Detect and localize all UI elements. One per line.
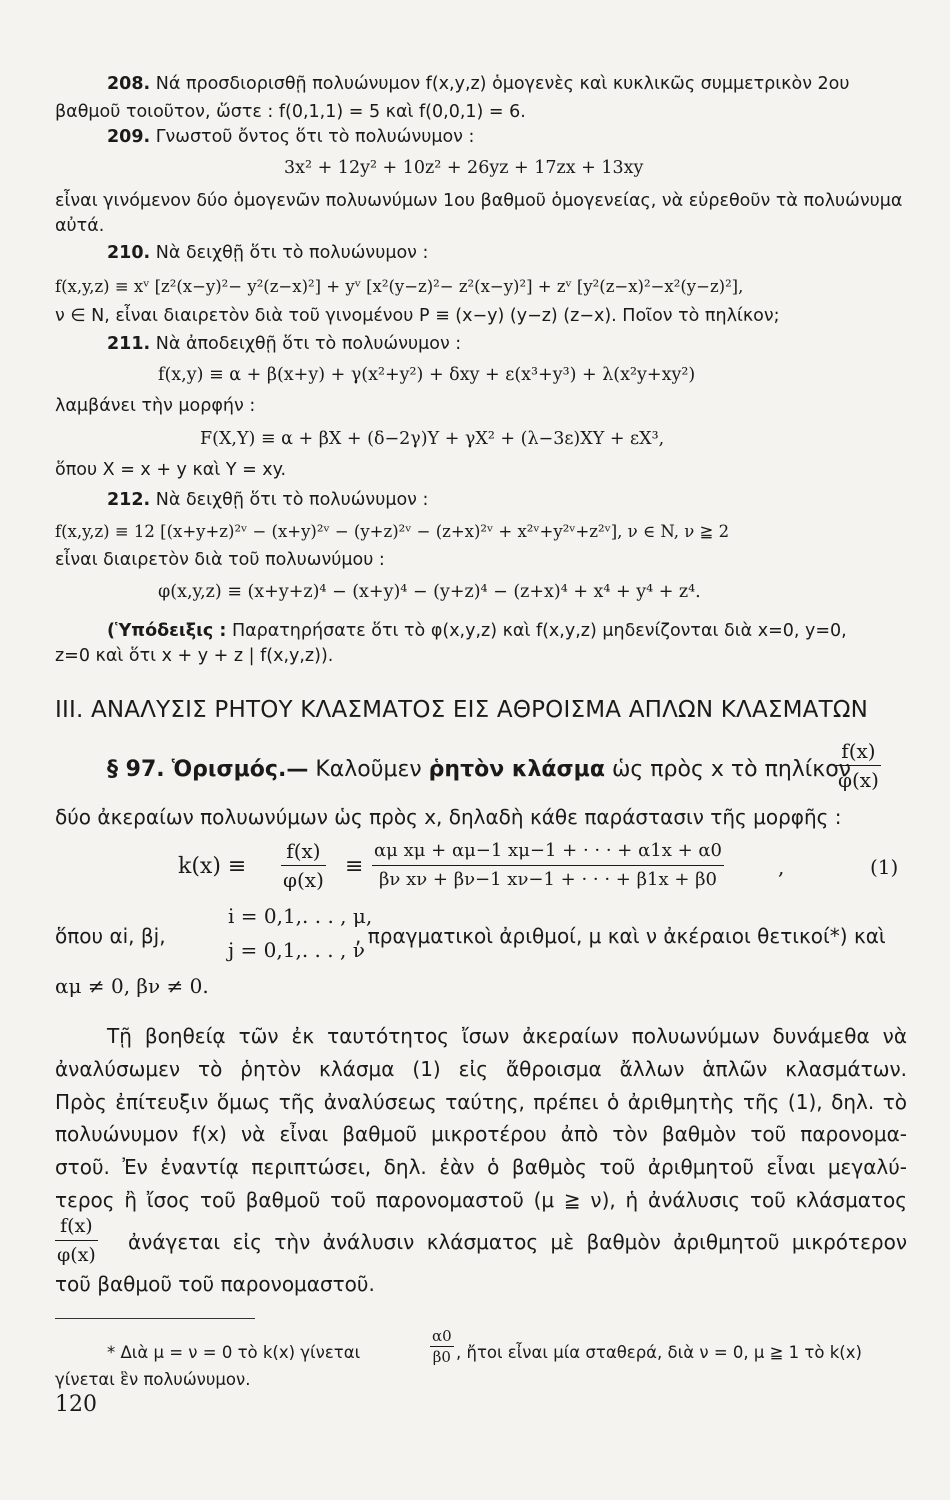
problem-210-equation: f(x,y,z) ≡ xᵛ [z²(x−y)²− y²(z−x)²] + yᵛ [x²(y−z)²− z²(x−y)²] + zᵛ [y²(z−x)²−x²(y−z)²],	[55, 277, 744, 296]
quotient-numerator: f(x)	[836, 737, 881, 766]
section-97-line2: δύο ἀκεραίων πολυωνύμων ὡς πρὸς x, δηλαδὴ κάθε παράστασιν τῆς μορφῆς :	[55, 805, 842, 829]
index-range-i: i = 0,1,. . . , μ,	[228, 904, 373, 928]
problem-211-line1	[107, 333, 461, 355]
problem-208-text: Νά προσδιορισθῇ πολυώνυμον f(x,y,z) ὁμογενὲς καὶ κυκλικῶς συμμετρικὸν 2ου	[155, 74, 850, 94]
kx-fraction-1-denominator: φ(x)	[283, 868, 324, 892]
problem-212-equation1: f(x,y,z) ≡ 12 [(x+y+z)²ᵛ − (x+y)²ᵛ − (y+z)²ᵛ − (z+x)²ᵛ + x²ᵛ+y²ᵛ+z²ᵛ], ν ∈ N, ν ≧ 2	[55, 522, 730, 541]
index-range-j: j = 0,1,. . . , ν	[228, 938, 365, 962]
problem-209-line2: εἶναι γινόμενον δύο ὁμογενῶν πολυωνύμων 1ου βαθμοῦ ὁμογενείας, νὰ εὑρεθοῦν τὰ πολυώνυμα	[55, 191, 903, 211]
problem-208-line2: βαθμοῦ τοιοῦτον, ὥστε : f(0,1,1) = 5 καὶ f(0,0,1) = 6.	[55, 102, 526, 122]
paragraph-line-1: Τῇ βοηθείᾳ τῶν ἐκ ταυτότητος ἴσων ἀκεραίων πολυωνύμων δυνάμεθα νὰ	[107, 1024, 907, 1048]
problem-212-hint-line1	[107, 620, 847, 642]
footnote-line1-a: * Διὰ μ = ν = 0 τὸ k(x) γίνεται	[107, 1343, 361, 1362]
footnote-fraction	[430, 1326, 454, 1367]
kx-comma: ,	[778, 855, 785, 879]
kx-fraction-1	[281, 837, 326, 894]
section-97-intro-b: ὡς πρὸς x τὸ πηλίκον	[611, 757, 851, 782]
problem-212-line2: εἶναι διαιρετὸν διὰ τοῦ πολυωνύμου :	[55, 550, 385, 570]
problem-210-line2: ν ∈ N, εἶναι διαιρετὸν διὰ τοῦ γινομένου P ≡ (x−y) (y−z) (z−x). Ποῖον τὸ πηλίκον;	[55, 306, 780, 326]
section-heading: III. ΑΝΑΛΥΣΙΣ ΡΗΤΟΥ ΚΛΑΣΜΑΤΟΣ ΕΙΣ ΑΘΡΟΙΣΜΑ ΑΠΛΩΝ ΚΛΑΣΜΑΤΩΝ	[55, 697, 869, 723]
problem-211-equation2: F(X,Y) ≡ α + βX + (δ−2γ)Y + γX² + (λ−3ε)XY + εX³,	[200, 429, 665, 449]
problem-212-text: Νὰ δειχθῇ ὅτι τὸ πολυώνυμον :	[155, 490, 429, 510]
problem-211-line2: λαμβάνει τὴν μορφήν :	[55, 396, 256, 416]
problem-211-text: Νὰ ἀποδειχθῇ ὅτι τὸ πολυώνυμον :	[155, 334, 462, 354]
problem-209-number: 209.	[107, 127, 151, 147]
section-97-title: Ὁρισμός.—	[171, 757, 309, 782]
paragraph-fraction-numerator: f(x)	[55, 1212, 98, 1241]
problem-211-number: 211.	[107, 334, 151, 354]
section-97-intro-a: Καλοῦμεν	[315, 757, 422, 782]
kx-fraction-1-numerator: f(x)	[281, 837, 326, 866]
paragraph-fraction	[55, 1212, 98, 1269]
kx-fraction-2	[372, 837, 724, 894]
problem-209-text: Γνωστοῦ ὄντος ὅτι τὸ πολυώνυμον :	[155, 127, 475, 147]
kx-fraction-2-denominator: βν xν + βν−1 xν−1 + · · · + β1x + β0	[379, 869, 717, 890]
equation-label: (1)	[870, 855, 899, 879]
quotient-denominator: φ(x)	[838, 768, 879, 792]
where-tail: , πραγματικοὶ ἀριθμοί, μ καὶ ν ἀκέραιοι θετικοί*) καὶ	[355, 924, 886, 948]
problem-212-hint-line2: z=0 καὶ ὅτι x + y + z | f(x,y,z)).	[55, 646, 334, 666]
problem-211-line3: ὅπου X = x + y καὶ Y = xy.	[55, 460, 287, 480]
section-97-intro	[107, 755, 851, 785]
paragraph-fraction-denominator: φ(x)	[57, 1244, 96, 1266]
footnote-line1-b: , ἤτοι εἶναι μία σταθερά, διὰ ν = 0, μ ≧ 1 τὸ k(x)	[456, 1343, 862, 1362]
paragraph-line-2: ἀναλύσωμεν τὸ ῥητὸν κλάσμα (1) εἰς ἄθροισμα ἄλλων ἁπλῶν κλασμάτων.	[55, 1057, 907, 1081]
paragraph-line-7: ἀνάγεται εἰς τὴν ἀνάλυσιν κλάσματος μὲ βαθμὸν ἀριθμητοῦ μικρότερον	[128, 1230, 907, 1254]
paragraph-line-3: Πρὸς ἐπίτευξιν ὅμως τῆς ἀναλύσεως ταύτης, πρέπει ὁ ἀριθμητὴς τῆς (1), δηλ. τὸ	[55, 1090, 907, 1114]
problem-212-number: 212.	[107, 490, 151, 510]
problem-209-line3: αὐτά.	[55, 216, 105, 236]
kx-lhs: k(x) ≡	[178, 854, 247, 879]
where-clause: ὅπου αi, βj,	[55, 924, 166, 948]
nonzero-condition: αμ ≠ 0, βν ≠ 0.	[55, 974, 209, 998]
section-97-number: § 97.	[107, 757, 165, 782]
problem-210-number: 210.	[107, 243, 151, 263]
page-number: 120	[55, 1392, 97, 1417]
problem-210-line1	[107, 242, 428, 264]
quotient-fraction	[836, 737, 881, 794]
problem-209-line1	[107, 126, 474, 148]
hint-label: (Ὑπόδειξις :	[107, 621, 227, 641]
problem-209-equation: 3x² + 12y² + 10z² + 26yz + 17zx + 13xy	[284, 158, 644, 178]
problem-208-number: 208.	[107, 74, 151, 94]
problem-208-line1	[107, 73, 850, 95]
kx-fraction-2-numerator: αμ xμ + αμ−1 xμ−1 + · · · + α1x + α0	[372, 837, 724, 866]
footnote-fraction-numerator: α0	[432, 1327, 452, 1345]
kx-equiv: ≡	[345, 854, 364, 879]
problem-212-equation2: φ(x,y,z) ≡ (x+y+z)⁴ − (x+y)⁴ − (y+z)⁴ − (z+x)⁴ + x⁴ + y⁴ + z⁴.	[158, 582, 701, 602]
paragraph-line-6: τερος ἢ ἴσος τοῦ βαθμοῦ τοῦ παρονομαστοῦ (μ ≧ ν), ἡ ἀνάλυσις τοῦ κλάσματος	[55, 1188, 907, 1212]
footnote-fraction-denominator: β0	[432, 1348, 451, 1366]
paragraph-line-8: τοῦ βαθμοῦ τοῦ παρονομαστοῦ.	[55, 1272, 375, 1296]
paragraph-line-5: στοῦ. Ἐν ἐναντίᾳ περιπτώσει, δηλ. ἐὰν ὁ βαθμὸς τοῦ ἀριθμητοῦ εἶναι μεγαλύ-	[55, 1155, 907, 1179]
hint-text: Παρατηρήσατε ὅτι τὸ φ(x,y,z) καὶ f(x,y,z) μηδενίζονται διὰ x=0, y=0,	[231, 621, 847, 641]
problem-212-line1	[107, 489, 428, 511]
section-97-rational-fraction-term: ῥητὸν κλάσμα	[428, 757, 605, 782]
paragraph-line-4: πολυώνυμον f(x) νὰ εἶναι βαθμοῦ μικροτέρου ἀπὸ τὸν βαθμὸν τοῦ παρονομα-	[55, 1122, 907, 1146]
problem-211-equation1: f(x,y) ≡ α + β(x+y) + γ(x²+y²) + δxy + ε(x³+y³) + λ(x²y+xy²)	[158, 365, 696, 385]
footnote-rule	[55, 1318, 255, 1319]
footnote-line2: γίνεται ἓν πολυώνυμον.	[55, 1370, 251, 1389]
problem-210-text: Νὰ δειχθῇ ὅτι τὸ πολυώνυμον :	[155, 243, 429, 263]
